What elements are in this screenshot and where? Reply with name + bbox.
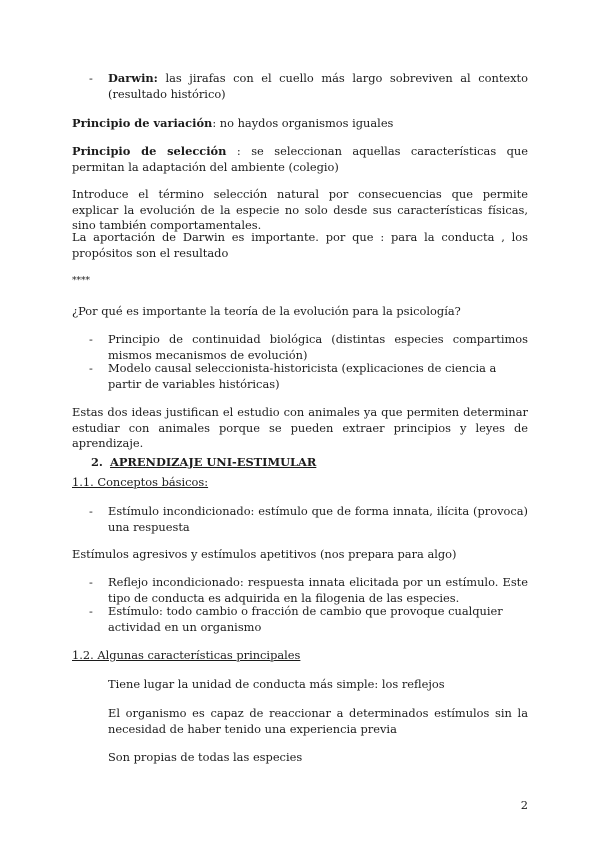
subsection-heading-caracteristicas: 1.2. Algunas características principales — [72, 648, 301, 662]
list-item: Principio de continuidad biológica (distintas especies compartimos mismos mecanismos de evolución) — [108, 332, 528, 362]
bullet-marker: - — [89, 575, 93, 589]
seleccion-text: : se seleccionan aquellas características que permitan la adaptación del ambiente (colegio) — [72, 144, 528, 174]
variacion-label: Principio de variación — [72, 116, 213, 130]
list-item: Modelo causal seleccionista-historicista (explicaciones de ciencia a partir de variables históricas) — [108, 361, 497, 391]
darwin-label: Darwin: — [108, 71, 158, 85]
darwin-text: las jirafas con el cuello más largo sobreviven al contexto (resultado histórico) — [108, 71, 528, 101]
paragraph-estimulos: Estímulos agresivos y estímulos apetitivos (nos prepara para algo) — [72, 547, 457, 561]
characteristic-item: Son propias de todas las especies — [108, 750, 303, 764]
seleccion-label: Principio de selección — [72, 144, 227, 158]
characteristic-item: Tiene lugar la unidad de conducta más simple: los reflejos — [108, 677, 445, 691]
page-number: 2 — [520, 798, 528, 812]
principio-variacion — [72, 116, 528, 132]
bullet-marker: - — [89, 332, 93, 346]
variacion-text: : no haydos organismos iguales — [212, 116, 394, 130]
bullet-marker: - — [89, 504, 93, 518]
section-number: 2. — [91, 455, 103, 469]
bullet-marker: - — [89, 71, 93, 85]
bullet-marker: - — [89, 604, 93, 618]
bullet-marker: - — [89, 361, 93, 375]
paragraph-aportacion: La aportación de Darwin es importante. por que : para la conducta , los propósitos son el resultado — [72, 230, 528, 260]
list-item: Reflejo incondicionado: respuesta innata elicitada por un estímulo. Este tipo de conducta es adquirida en la filogenia de las especies. — [108, 575, 528, 605]
question-heading: ¿Por qué es importante la teoría de la evolución para la psicología? — [72, 304, 461, 318]
subsection-heading-conceptos: 1.1. Conceptos básicos: — [72, 475, 209, 489]
paragraph-justifican: Estas dos ideas justifican el estudio con animales ya que permiten determinar estudiar con animales porque se pueden extraer principios y leyes de aprendizaje. — [72, 405, 528, 450]
separator: **** — [72, 276, 90, 286]
principio-seleccion — [72, 144, 528, 175]
list-item: Estímulo: todo cambio o fracción de cambio que provoque cualquier actividad en un organismo — [108, 604, 503, 634]
darwin-bullet-item — [108, 71, 528, 102]
characteristic-item: El organismo es capaz de reaccionar a determinados estímulos sin la necesidad de haber tenido una experiencia previa — [108, 706, 528, 736]
list-item: Estímulo incondicionado: estímulo que de forma innata, ilícita (provoca) una respuesta — [108, 504, 528, 534]
paragraph-intro: Introduce el término selección natural por consecuencias que permite explicar la evolución de la especie no solo desde sus características físicas, sino también comportamentales. — [72, 187, 528, 232]
section-title: APRENDIZAJE UNI-ESTIMULAR — [110, 455, 317, 469]
